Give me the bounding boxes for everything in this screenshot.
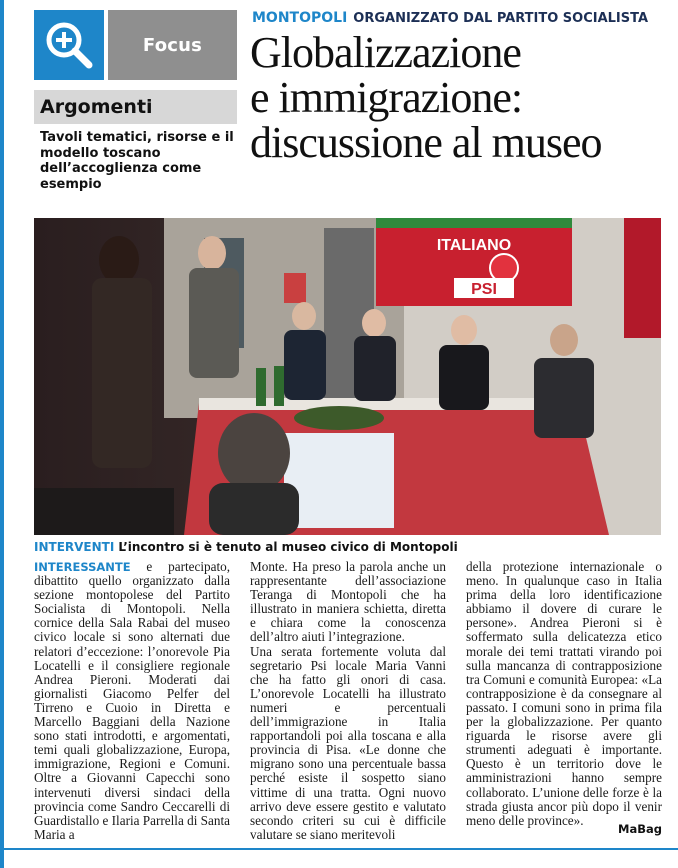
headline-line: e immigrazione: <box>250 73 523 122</box>
argomenti-heading: Argomenti <box>34 90 237 124</box>
caption-text: L’incontro si è tenuto al museo civico di Montopoli <box>118 540 458 554</box>
caption-label: INTERVENTI <box>34 540 115 554</box>
focus-badge <box>34 10 237 80</box>
article-column-1 <box>34 560 230 842</box>
headline <box>250 30 670 165</box>
article-paragraph: Monte. Ha preso la parola anche un rappresentante dell’associazione Teranga di Montopoli che ha illustrato in maniera schietta, diretta e chiara come la conoscenza dell’altro aiuti l’integrazione. <box>250 559 446 645</box>
headline-line: discussione al museo <box>250 118 602 167</box>
flag-text: ITALIANO <box>436 237 512 254</box>
article-paragraph: Una serata fortemente voluta dal segretario Psi locale Maria Vanni che ha fatto gli onori di casa. L’onorevole Locatelli ha illustrato numeri e percentuali dell’immigrazione in Italia rapportandoli poi alla toscana e alla provincia di Pisa. «Le donne che migrano sono una percentuale bassa perché esiste il sospetto siano vittime di una tratta. Ogni nuovo arrivo deve essere gestito e valutato secondo criteri su cui è difficile valutare se siano meritevoli <box>250 643 446 842</box>
article-column-3 <box>466 560 662 828</box>
event-photo <box>34 218 661 535</box>
focus-label: Focus <box>108 10 237 80</box>
bottom-accent-rule <box>0 848 678 850</box>
article-paragraph: della protezione internazionale o meno. In qualunque caso in Italia prima della loro identificazione abbiamo il dovere di curare le persone». Andrea Pieroni si è soffermato sulla delicatezza etico morale dei temi trattati virando poi sulla mancanza di contrapposizione tra Comuni e comunità Europea: «La contrapposizione è da consegnare al passato. I comuni sono in prima fila per la globalizzazione. Per quanto riguarda le risorse avere gli strumenti adeguati è importante. Questo è un territorio dove le amministrazioni hanno sempre collaborato. L’unione delle forze è la strada giusta ancor più dopo il venir meno delle province». <box>466 559 662 828</box>
kicker-location: MONTOPOLI <box>252 10 348 26</box>
psi-logo-text: PSI <box>471 281 497 298</box>
lead-word: INTERESSANTE <box>34 560 131 574</box>
author-signature: MaBag <box>618 822 662 836</box>
argomenti-summary: Tavoli tematici, risorse e il modello toscano dell’accoglienza come esempio <box>40 130 234 192</box>
headline-line: Globalizzazione <box>250 28 521 77</box>
kicker <box>252 10 648 26</box>
kicker-subtitle: ORGANIZZATO DAL PARTITO SOCIALISTA <box>353 11 649 26</box>
photo-caption <box>34 540 661 554</box>
left-accent-rule <box>0 0 4 868</box>
zoom-in-icon <box>34 10 104 80</box>
article-text: e partecipato, dibattito quello organizzato dalla sezione montopolese del Partito Socialista di Montopoli. Nella cornice della Sala Rabai del museo civico locale si sono alternati due relatori d’eccezione: l’onorevole Pia Locatelli e il consigliere regionale Andrea Pieroni. Moderati dai giornalisti Giacomo Pelfer del Tirreno e Cuoio in Diretta e Marcello Baggiani della Nazione sono stati introdotti, e argomentati, temi quali globalizzazione, Europa, immigrazione, Regioni e Comuni. Oltre a Giovanni Capecchi sono intervenuti diversi sindaci della provincia come Sandro Ceccarelli di Guardistallo e Ilaria Parrella di Santa Maria a <box>34 559 230 842</box>
article-column-2 <box>250 560 446 842</box>
